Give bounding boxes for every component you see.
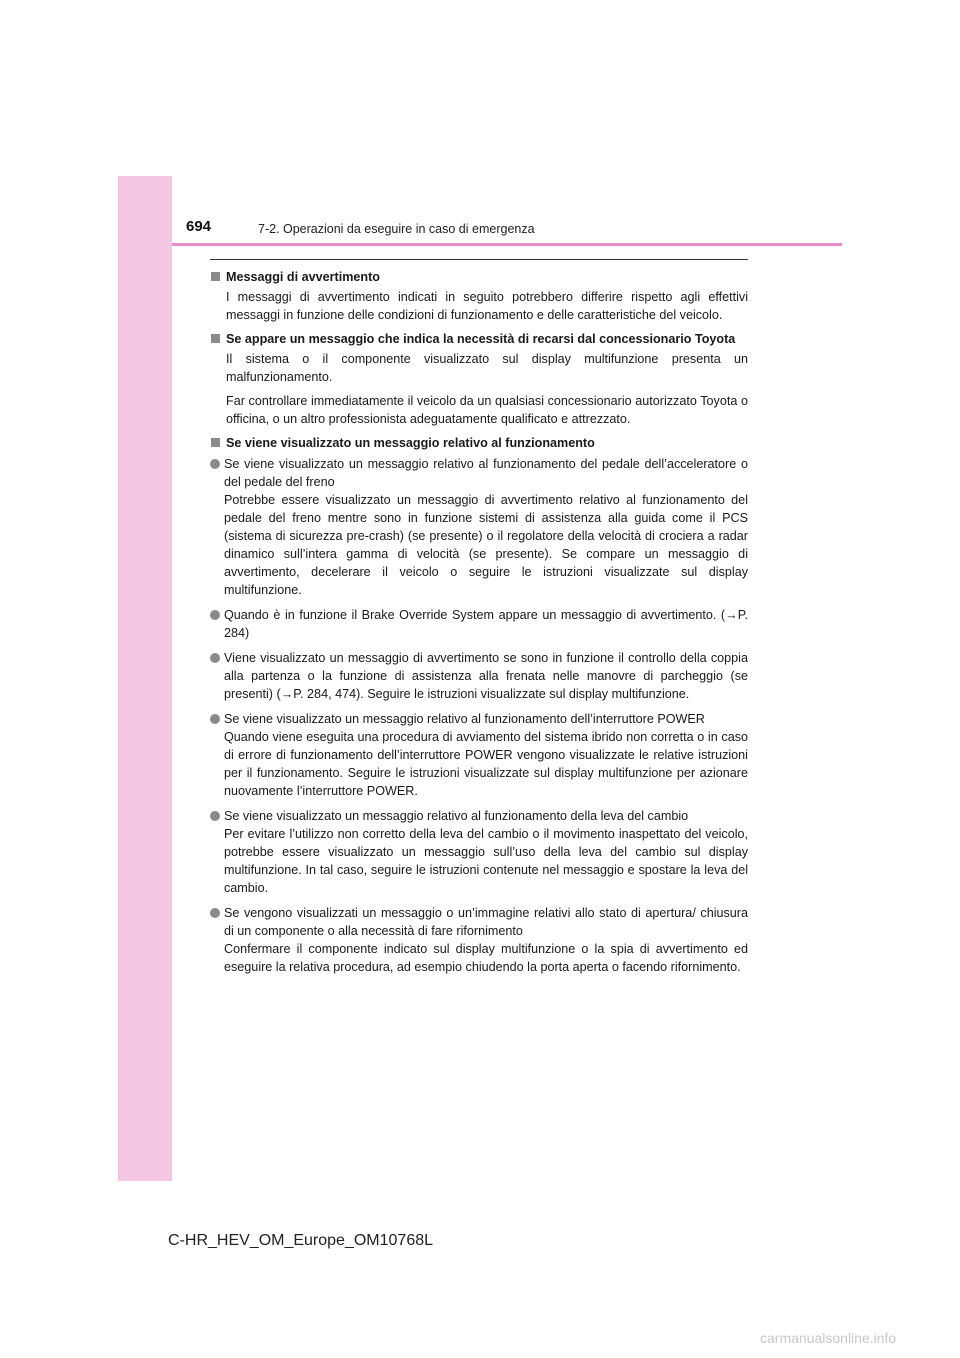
round-bullet-icon [210, 610, 220, 620]
list-item-body: Confermare il componente indicato sul display multifunzione o la spia di avvertimento ed eseguire la relativa procedura, ad esempio chiudendo la porta aperta o facendo rifornimento. [224, 942, 748, 974]
round-bullet-icon [210, 714, 220, 724]
section-operation-message [210, 434, 748, 976]
square-bullet-icon [211, 272, 220, 281]
main-content [210, 268, 748, 983]
list-item [210, 649, 748, 703]
list-item-heading: Quando è in funzione il Brake Override System appare un messaggio di avvertimento. (→P. 284) [224, 608, 748, 640]
list-item-heading: Se viene visualizzato un messaggio relativo al funzionamento dell’interruttore POWER [224, 712, 705, 726]
page-number: 694 [186, 218, 212, 235]
list-item-body: Per evitare l’utilizzo non corretto della leva del cambio o il movimento inaspettato del veicolo, potrebbe essere visualizzato un messaggio sull’uso della leva del cambio sul display multifunzione. In tal caso, seguire le istruzioni contenute nel messaggio e spostare la leva del cambio. [224, 827, 748, 895]
list-item-heading: Viene visualizzato un messaggio di avvertimento se sono in funzione il controllo della coppia alla partenza o la funzione di assistenza alla frenata nelle manovre di parcheggio (se presenti) (→P. 284, 474). Seguire le istruzioni visualizzate sul display multifunzione. [224, 651, 748, 701]
list-item [210, 710, 748, 800]
round-bullet-icon [210, 653, 220, 663]
round-bullet-icon [210, 908, 220, 918]
square-bullet-icon [211, 334, 220, 343]
round-bullet-icon [210, 459, 220, 469]
paragraph: I messaggi di avvertimento indicati in seguito potrebbero differire rispetto agli effettivi messaggi in funzione delle condizioni di funzionamento e delle caratteristiche del veicolo. [226, 290, 748, 322]
section-heading: Se viene visualizzato un messaggio relativo al funzionamento [226, 436, 595, 450]
list-item-body: Quando viene eseguita una procedura di avviamento del sistema ibrido non corretta o in caso di errore di funzionamento dell’interruttore POWER vengono visualizzate le relative istruzioni per il funzionamento. Seguire le istruzioni visualizzate sul display multifunzione per azionare nuovamente l’interruttore POWER. [224, 730, 748, 798]
section-heading: Se appare un messaggio che indica la necessità di recarsi dal concessionario Toyota [226, 332, 736, 346]
list-item-body: Potrebbe essere visualizzato un messaggio di avvertimento relativo al funzionamento del pedale del freno mentre sono in funzione sistemi di assistenza alla guida come il PCS (sistema di sicurezza pre-crash) (se presente) o il regolatore della velocità di crociera a radar dinamico sull’intera gamma di velocità (se presente). Se compare un messaggio di avvertimento, decelerare il veicolo o seguire le istruzioni visualizzate sul display multifunzione. [224, 493, 748, 597]
list-item [210, 455, 748, 599]
list-item-heading: Se viene visualizzato un messaggio relativo al funzionamento del pedale dell’acceleratore o del pedale del freno [224, 457, 748, 489]
watermark: carmanualsonline.info [760, 1330, 897, 1346]
chapter-sidebar-tab [118, 176, 172, 1181]
content-top-rule [210, 259, 748, 260]
list-item [210, 606, 748, 642]
round-bullet-icon [210, 811, 220, 821]
list-item [210, 904, 748, 976]
list-item [210, 807, 748, 897]
section-warning-messages [210, 268, 748, 324]
section-dealer-message [210, 330, 748, 428]
paragraph: Il sistema o il componente visualizzato sul display multifunzione presenta un malfunzionamento. [226, 352, 748, 384]
paragraph: Far controllare immediatamente il veicolo da un qualsiasi concessionario autorizzato Toyota o officina, o un altro professionista adeguatamente qualificato e attrezzato. [226, 394, 748, 426]
square-bullet-icon [211, 438, 220, 447]
list-item-heading: Se viene visualizzato un messaggio relativo al funzionamento della leva del cambio [224, 809, 689, 823]
list-item-heading: Se vengono visualizzati un messaggio o un’immagine relativi allo stato di apertura/ chiusura di un componente o alla necessità di fare rifornimento [224, 906, 748, 938]
section-heading: Messaggi di avvertimento [226, 270, 380, 284]
section-title: 7-2. Operazioni da eseguire in caso di emergenza [258, 222, 535, 236]
header-divider [172, 243, 842, 246]
document-code: C-HR_HEV_OM_Europe_OM10768L [168, 1232, 434, 1249]
